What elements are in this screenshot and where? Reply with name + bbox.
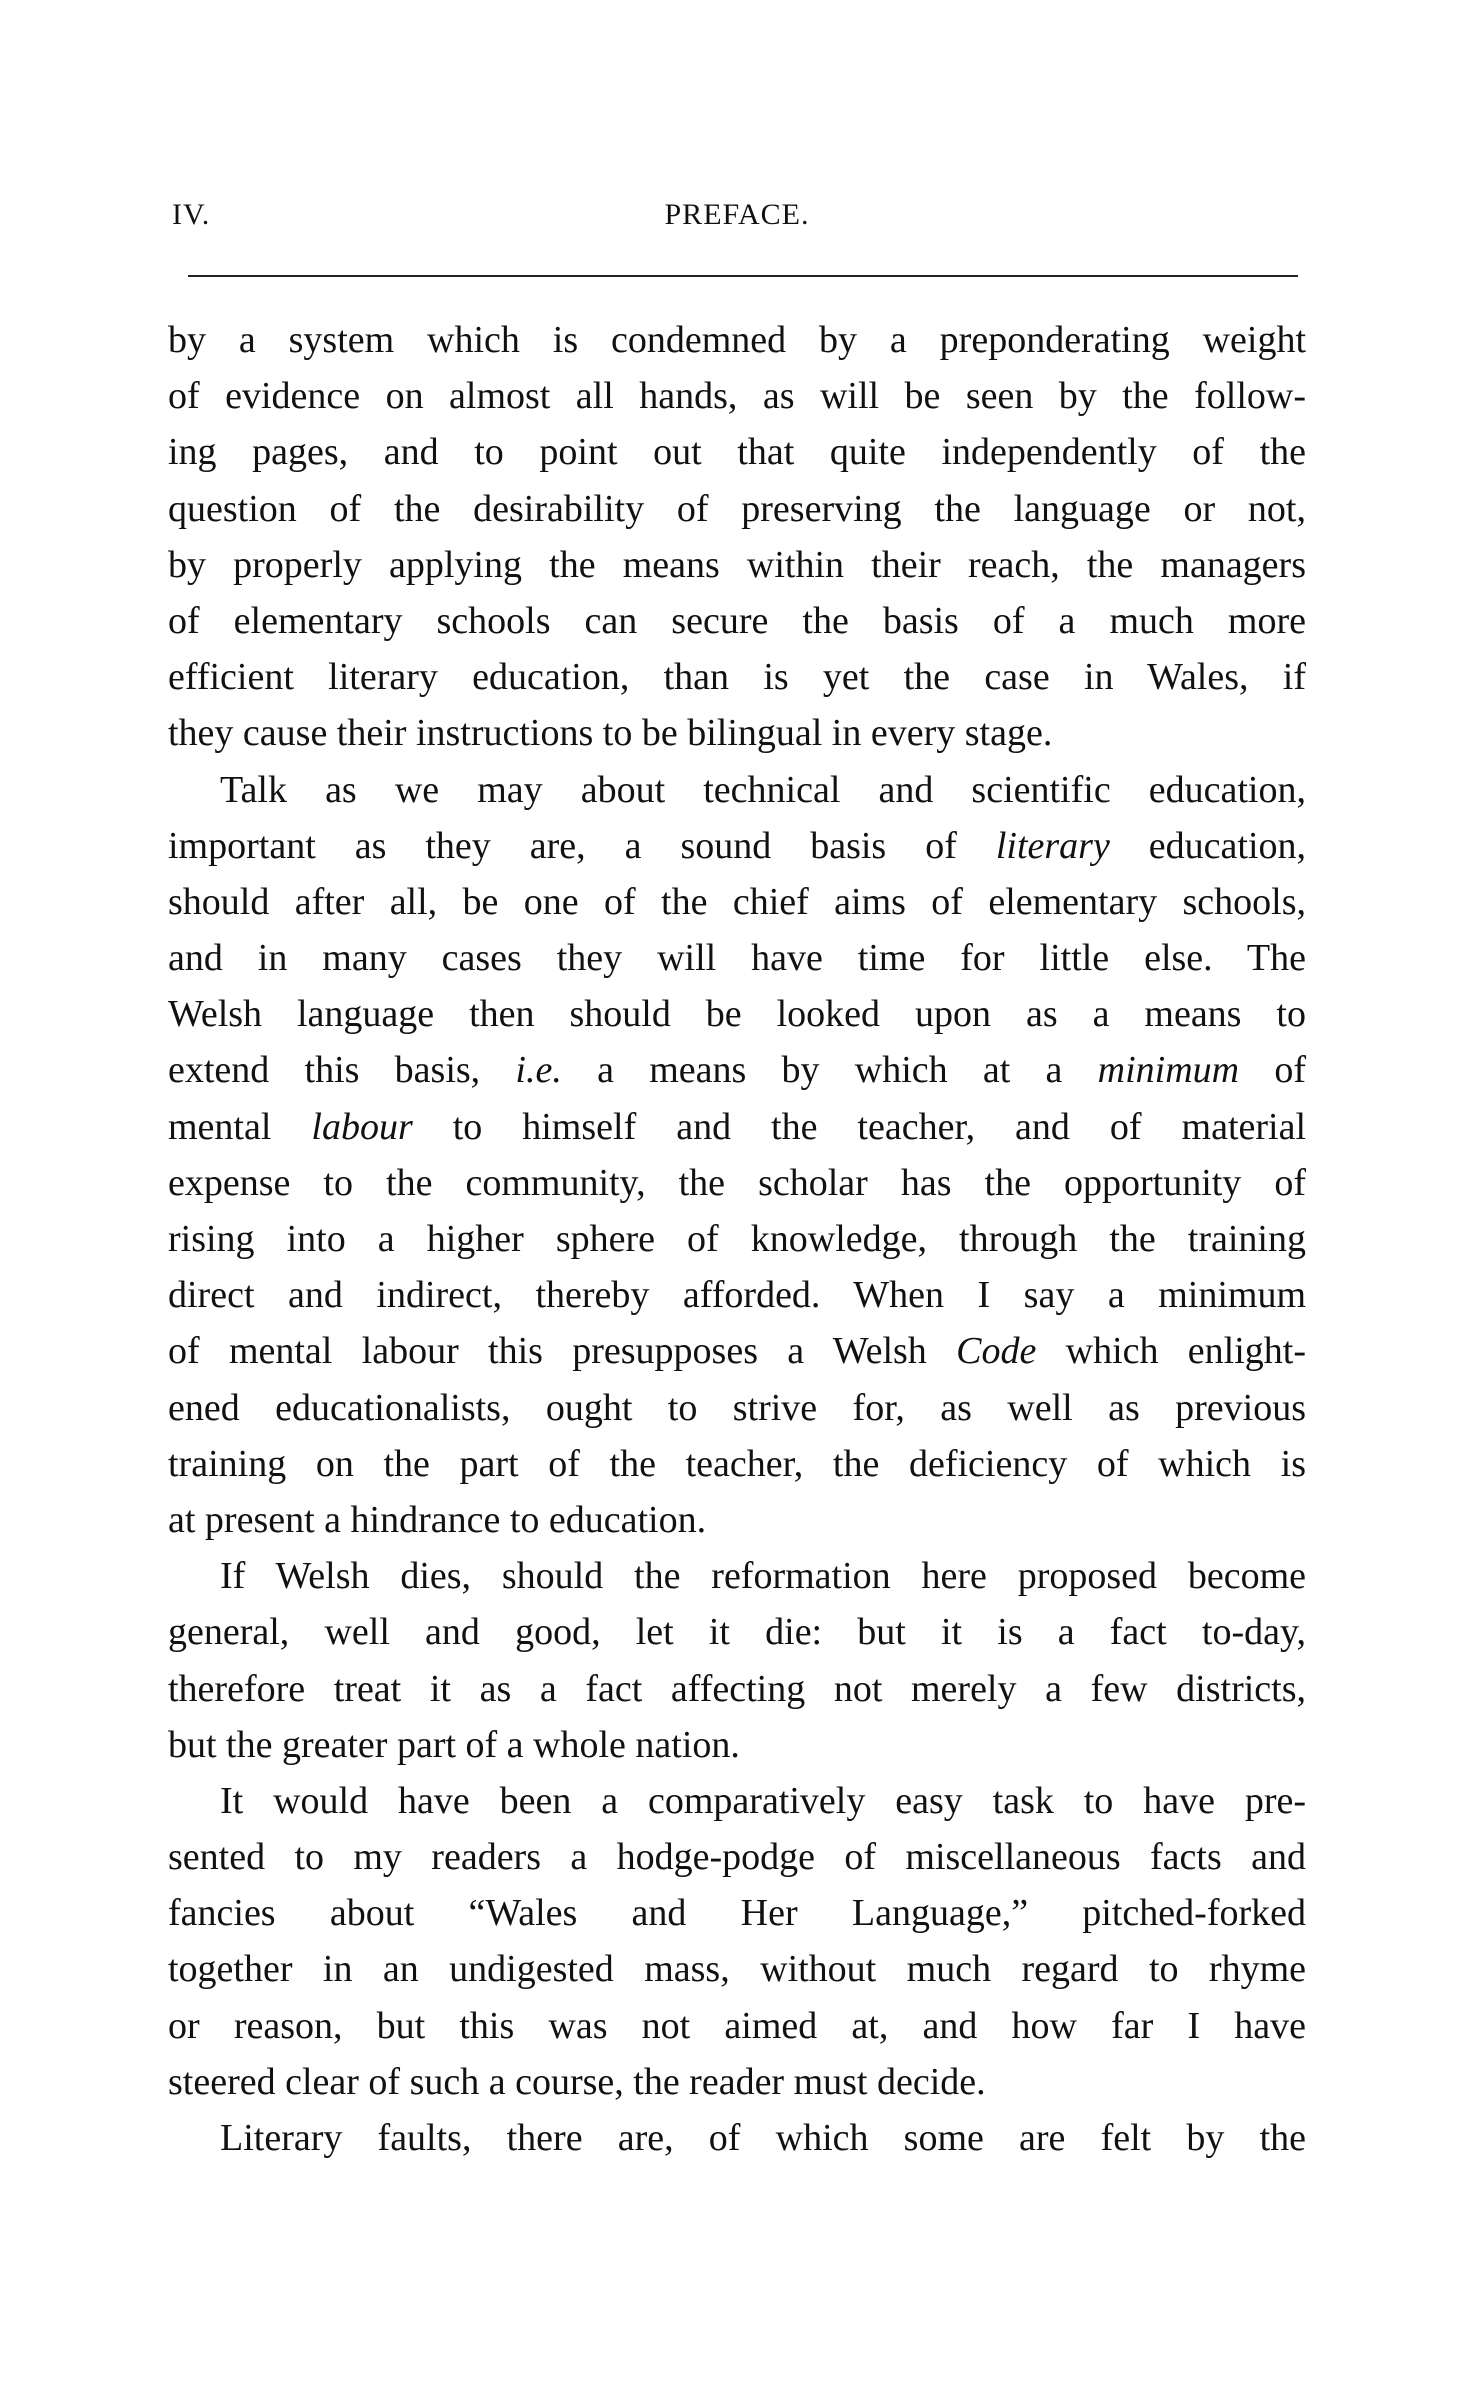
text-line: should after all, be one of the chief aims of elementary schools, [168, 880, 1306, 923]
text-run: education, [1109, 824, 1307, 867]
text-run: of mental labour this presupposes a Welsh [168, 1330, 957, 1373]
text-run: of [1239, 1049, 1306, 1092]
running-header [168, 198, 1306, 248]
text-run: which enlight- [1036, 1330, 1306, 1373]
text-line [168, 1042, 1306, 1098]
text-line: Talk as we may about technical and scientific education, [220, 768, 1306, 811]
text-line: sented to my readers a hodge-podge of miscellaneous facts and [168, 1836, 1306, 1879]
text-run: extend this basis, [168, 1049, 516, 1092]
text-line: efficient literary education, than is yet the case in Wales, if [168, 656, 1306, 699]
text-line: fancies about “Wales and Her Language,” pitched-forked [168, 1892, 1306, 1935]
italic-run: labour [311, 1105, 413, 1148]
text-line: and in many cases they will have time for little else. The [168, 937, 1306, 980]
text-line: but the greater part of a whole nation. [168, 1723, 740, 1766]
text-run: mental [168, 1105, 312, 1148]
text-line: therefore treat it as a fact affecting not merely a few districts, [168, 1667, 1306, 1710]
text-line: general, well and good, let it die: but it is a fact to-day, [168, 1611, 1306, 1654]
text-line: It would have been a comparatively easy task to have pre- [220, 1779, 1306, 1822]
header-rule [188, 275, 1298, 277]
text-line: training on the part of the teacher, the deficiency of which is [168, 1442, 1306, 1485]
text-run: a means by which at a [561, 1049, 1098, 1092]
text-line: they cause their instructions to be bilingual in every stage. [168, 712, 1053, 755]
text-line: Welsh language then should be looked upon as a means to [168, 993, 1306, 1036]
text-line [168, 818, 1306, 874]
text-line: question of the desirability of preserving the language or not, [168, 487, 1306, 530]
text-line: of evidence on almost all hands, as will be seen by the follow- [168, 375, 1306, 418]
italic-run: literary [995, 824, 1110, 867]
text-line: of elementary schools can secure the basis of a much more [168, 599, 1306, 642]
text-line: by a system which is condemned by a preponderating weight [168, 319, 1306, 361]
text-line: direct and indirect, thereby afforded. When I say a minimum [168, 1274, 1306, 1317]
text-line: together in an undigested mass, without much regard to rhyme [168, 1948, 1306, 1991]
text-line: expense to the community, the scholar has the opportunity of [168, 1161, 1306, 1204]
text-line [168, 1099, 1306, 1155]
italic-run: minimum [1097, 1049, 1240, 1092]
italic-run: Code [956, 1330, 1037, 1373]
page-number: IV. [172, 198, 211, 231]
text-line: ing pages, and to point out that quite independently of the [168, 431, 1306, 474]
body-text [168, 312, 1306, 2166]
text-line: ened educationalists, ought to strive for, as well as previous [168, 1386, 1306, 1429]
text-line: or reason, but this was not aimed at, and how far I have [168, 2004, 1306, 2047]
text-line: by properly applying the means within their reach, the managers [168, 543, 1306, 586]
text-run: to himself and the teacher, and of material [412, 1105, 1307, 1148]
text-line [168, 1323, 1306, 1379]
text-line: at present a hindrance to education. [168, 1498, 707, 1541]
text-line: steered clear of such a course, the reader must decide. [168, 2060, 986, 2103]
text-line: Literary faults, there are, of which some are felt by the [220, 2117, 1306, 2159]
text-line: If Welsh dies, should the reformation here proposed become [220, 1555, 1306, 1598]
text-run: important as they are, a sound basis of [168, 824, 996, 867]
running-title: PREFACE. [664, 198, 810, 231]
text-line: rising into a higher sphere of knowledge, through the training [168, 1218, 1306, 1260]
italic-run: i.e. [515, 1049, 562, 1092]
